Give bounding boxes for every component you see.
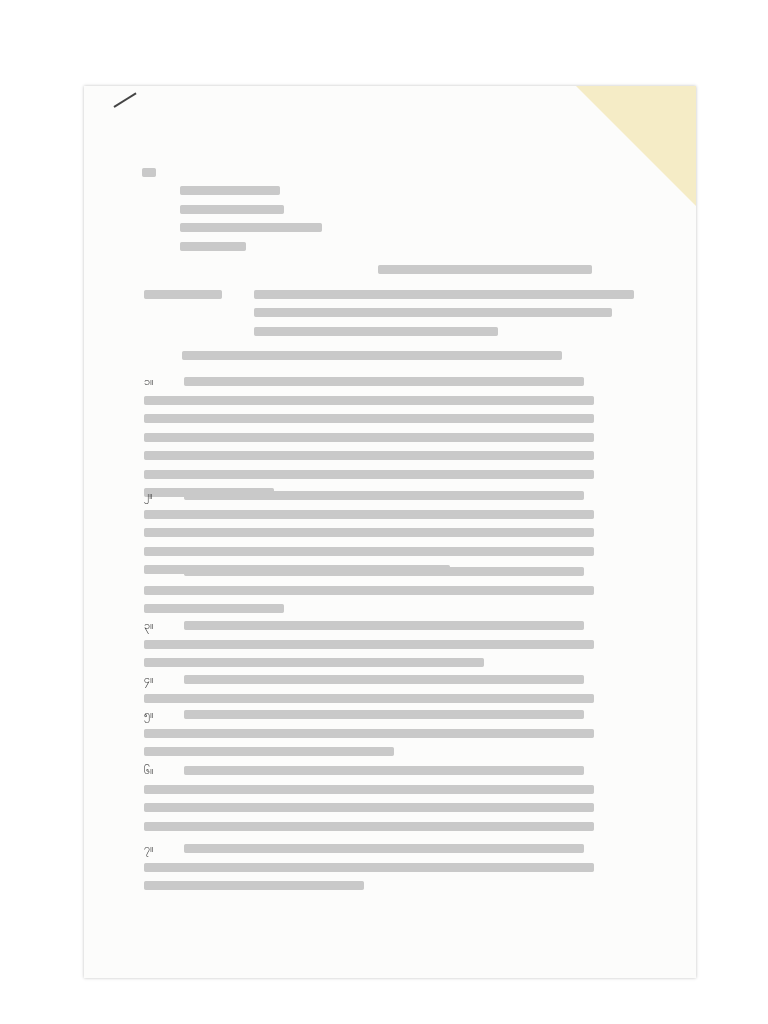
- paragraph-line: [144, 803, 594, 812]
- paragraph-line: [184, 844, 584, 853]
- paragraph-number: ၄။: [144, 673, 154, 686]
- paragraph-number: ၁။: [144, 375, 154, 388]
- document-page: [84, 86, 696, 978]
- paragraph-line: [184, 710, 584, 719]
- paragraph-line: [144, 547, 594, 556]
- paragraph-line: [144, 881, 364, 890]
- paragraph-line: [144, 604, 284, 613]
- paragraph-line: [144, 729, 594, 738]
- paragraph-number: ၃။: [144, 619, 154, 632]
- to-prefix: [142, 168, 156, 177]
- paragraph-line: [144, 470, 594, 479]
- paragraph-line: [184, 377, 584, 386]
- paragraph-number: ၅။: [144, 708, 154, 721]
- recipient-line: [180, 242, 246, 251]
- subject-line: [254, 290, 634, 299]
- paragraph-line: [144, 433, 594, 442]
- paragraph-line: [184, 675, 584, 684]
- paragraph-line: [184, 621, 584, 630]
- paragraph-line: [144, 414, 594, 423]
- subject-label: [144, 290, 222, 299]
- paragraph-number: ၇။: [144, 842, 154, 855]
- paper-corner-fold: [576, 86, 696, 206]
- paragraph-line: [184, 766, 584, 775]
- paragraph-line: [144, 451, 594, 460]
- paragraph-line: [184, 491, 584, 500]
- paragraph-line: [144, 640, 594, 649]
- paragraph-line: [144, 822, 594, 831]
- paragraph-line: [144, 863, 594, 872]
- tick-mark-icon: [113, 92, 136, 107]
- paragraph-line: [144, 785, 594, 794]
- recipient-line: [180, 186, 280, 195]
- intro-line: [182, 351, 562, 360]
- recipient-line: [180, 223, 322, 232]
- paragraph-line: [144, 658, 484, 667]
- paragraph-line: [144, 396, 594, 405]
- paragraph-line: [184, 567, 584, 576]
- subject-line: [254, 327, 498, 336]
- paragraph-number: ၂။: [144, 489, 153, 502]
- paragraph-line: [144, 528, 594, 537]
- paragraph-number: ၆။: [144, 764, 154, 777]
- subject-line: [254, 308, 612, 317]
- paragraph-line: [144, 747, 394, 756]
- paragraph-line: [144, 694, 594, 703]
- date-line: [378, 265, 592, 274]
- recipient-line: [180, 205, 284, 214]
- paragraph-line: [144, 510, 594, 519]
- paragraph-line: [144, 586, 594, 595]
